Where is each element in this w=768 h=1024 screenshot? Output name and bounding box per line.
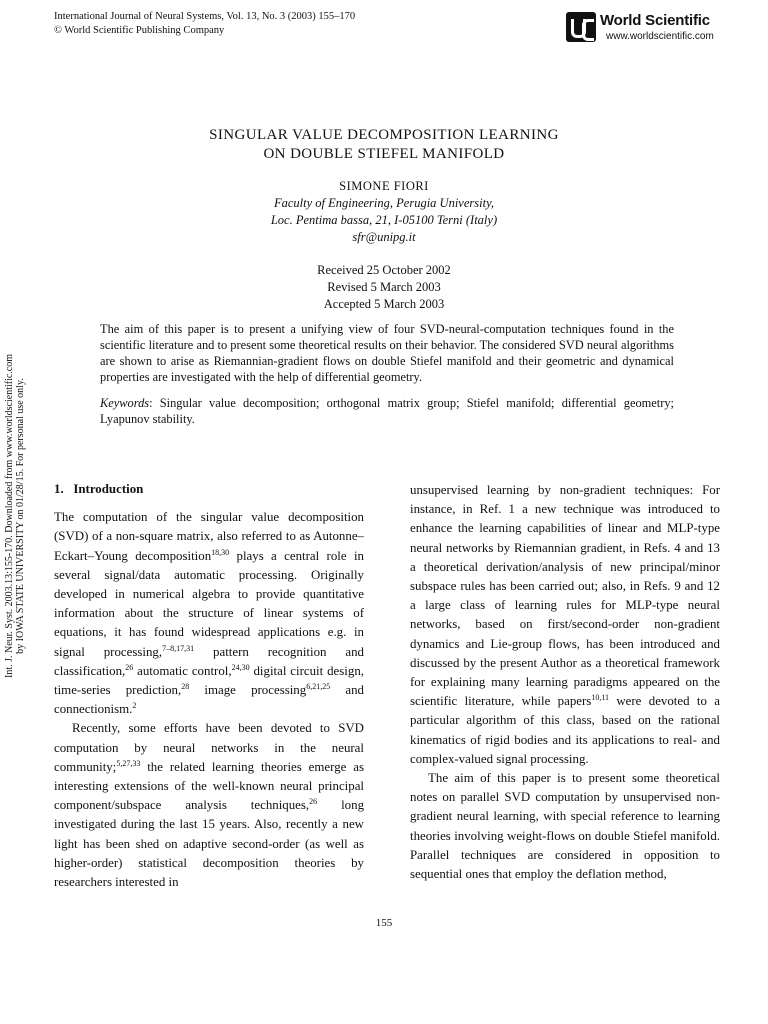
publisher-name: World Scientific bbox=[600, 12, 710, 29]
running-header bbox=[54, 10, 355, 38]
section-title: Introduction bbox=[73, 482, 144, 496]
section-number: 1. bbox=[54, 482, 64, 496]
affiliation bbox=[0, 195, 768, 246]
text-run: Recently, some efforts have been devoted to SVD computation by neural networks in the neural community; bbox=[54, 721, 364, 774]
citation-ref[interactable]: 10,11 bbox=[591, 693, 610, 703]
citation-ref[interactable]: 18,30 bbox=[211, 547, 230, 557]
download-side-note bbox=[0, 336, 30, 696]
affiliation-line-1: Faculty of Engineering, Perugia University, bbox=[273, 196, 495, 210]
keywords bbox=[100, 395, 674, 427]
page-number: 155 bbox=[375, 917, 393, 929]
paragraph: The aim of this paper is to present some theoretical notes on parallel SVD computation by unsupervised non-gradient neural learning, with special reference to learning theories involving weight-flows on double Stiefel manifold. Parallel techniques are considered in opposition to sequential ones that employ the deflation method, bbox=[410, 771, 720, 882]
keywords-label: Keywords bbox=[100, 396, 150, 410]
side-note-line-1: Int. J. Neur. Syst. 2003.13:155-170. Downloaded from www.worldscientific.com bbox=[4, 353, 15, 679]
text-run: unsupervised learning by non-gradient techniques: For instance, in Ref. 1 a new technique was introduced to enhance the learning capabilities of linear and MLP-type neural networks by Riemannian gradient, in Refs. 4 and 13 a theoretical derivation/analysis of new principal/minor subspace rules has been carried out; also, in Refs. 9 and 12 a large class of learning rules for MLP-type neural networks, based on first/second-order non-gradient dynamics and Lie-group flows, has been introduced and discussed by the present Author as a theoretical framework for explaining many learning paradigms appeared on the scientific literature, while papers bbox=[410, 483, 720, 709]
citation-ref[interactable]: 2 bbox=[132, 701, 137, 711]
copyright-line: © World Scientific Publishing Company bbox=[54, 25, 225, 36]
text-run: and connectionism. bbox=[54, 683, 364, 717]
text-run: the related learning theories emerge as interesting extensions of the well-known neural principal component/subspace analysis techniques, bbox=[54, 759, 364, 813]
column-right bbox=[410, 481, 720, 884]
text-run: digital circuit design, time-series prediction, bbox=[54, 663, 364, 698]
paper-title bbox=[0, 126, 768, 164]
text-run: automatic control, bbox=[133, 663, 232, 678]
text-run: were devoted to a particular algorithm of this class, based on the rational kinematics of rigid bodies and its applications to real- and complex-valued signal processing. bbox=[410, 694, 720, 766]
journal-citation: International Journal of Neural Systems, Vol. 13, No. 3 (2003) 155–170 bbox=[54, 11, 356, 22]
text-run: The computation of the singular value decomposition (SVD) of a non-square matrix, also referred to as Autonne–Eckart–Young decomposition bbox=[54, 510, 364, 563]
citation-ref[interactable]: 24,30 bbox=[231, 662, 250, 672]
citation-ref[interactable]: 26 bbox=[125, 662, 134, 672]
text-run: plays a central role in several signal/data automatic processing. Originally developed in numerical algebra to provide quantitative information about the structure of linear systems of equations, it has found widespread applications e.g. in signal processing, bbox=[54, 548, 364, 659]
text-run: pattern recognition and classification, bbox=[54, 644, 365, 678]
title-line-1: SINGULAR VALUE DECOMPOSITION LEARNING bbox=[209, 127, 559, 143]
citation-ref[interactable]: 26 bbox=[309, 797, 318, 807]
text-run: long investigated during the last 15 years. Also, recently a new light has been shed on adaptive second-order (as well as higher-order) statistical decomposition theories by researchers interested in bbox=[54, 798, 365, 890]
citation-ref[interactable]: 5,27,33 bbox=[116, 758, 141, 768]
paragraph bbox=[410, 481, 720, 769]
publisher-url[interactable]: www.worldscientific.com bbox=[606, 31, 714, 42]
text-run: image processing bbox=[189, 683, 307, 698]
paragraph bbox=[54, 508, 364, 719]
section-heading bbox=[54, 480, 364, 499]
title-line-2: ON DOUBLE STIEFEL MANIFOLD bbox=[263, 146, 505, 162]
author-email[interactable]: sfr@unipg.it bbox=[352, 230, 416, 244]
dates bbox=[0, 262, 768, 313]
citation-ref[interactable]: 7–8,17,31 bbox=[162, 643, 195, 653]
citation-ref[interactable]: 6,21,25 bbox=[306, 682, 331, 692]
date-revised: Revised 5 March 2003 bbox=[327, 280, 441, 294]
date-accepted: Accepted 5 March 2003 bbox=[323, 297, 445, 311]
affiliation-line-2: Loc. Pentima bassa, 21, I-05100 Terni (Italy) bbox=[270, 213, 498, 227]
side-note-line-2: by IOWA STATE UNIVERSITY on 01/28/15. For personal use only. bbox=[15, 378, 26, 654]
publisher-logo[interactable] bbox=[566, 12, 726, 44]
author-name: SIMONE FIORI bbox=[339, 179, 429, 193]
keywords-text: : Singular value decomposition; orthogonal matrix group; Stiefel manifold; differential geometry; Lyapunov stability. bbox=[100, 396, 674, 426]
paragraph bbox=[54, 719, 364, 892]
ws-logo-icon bbox=[566, 12, 596, 42]
abstract: The aim of this paper is to present a unifying view of four SVD-neural-computation techniques found in the scientific literature and to present some theoretical results on their behavior. The considered SVD neural algorithms are shown to arise as Riemannian-gradient flows on double Stiefel manifold and their geometric and dynamical properties are investigated with the help of differential geometry. bbox=[100, 322, 674, 384]
citation-ref[interactable]: 28 bbox=[181, 682, 190, 692]
date-received: Received 25 October 2002 bbox=[317, 263, 451, 277]
column-left bbox=[54, 480, 364, 892]
